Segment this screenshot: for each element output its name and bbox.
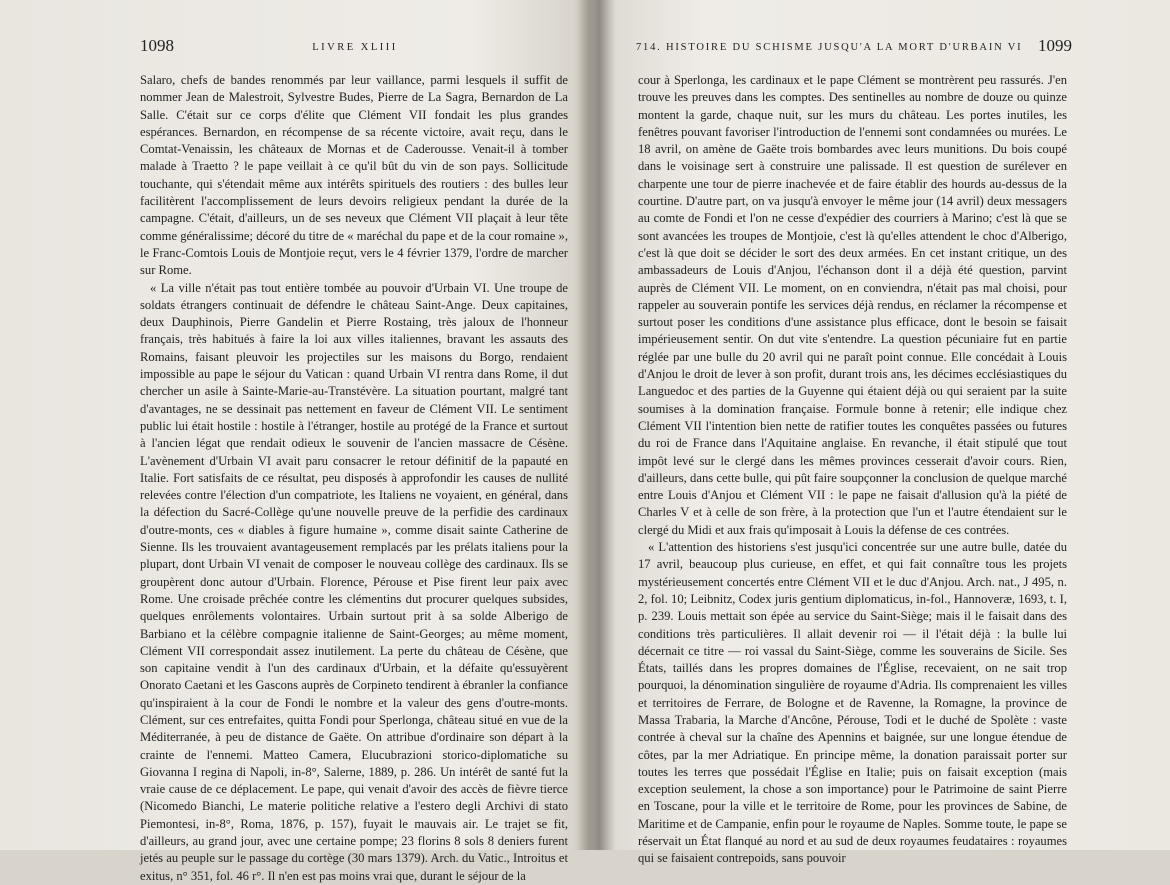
- left-paragraph-2: « La ville n'était pas tout entière tombée au pouvoir d'Urbain VI. Une troupe de soldats étrangers continuait de défendre le château Saint-Ange. Deux capitaines, deux Dauphinois, Pierre Gandelin et Pierre Rostaing, très jaloux de l'honneur français, très habitués à faire la loi aux villes italiennes, bravant les assauts des Romains, faisant pleuvoir les projectiles sur les maisons du Borgo, rendaient impossible au pape le séjour du Vatican : quand Urbain VI rentra dans Rome, il dut chercher un asile à Sainte-Marie-au-Transtévère. La situation pourtant, malgré tant d'avantages, ne se dessinait pas nettement en faveur de Clément VII. Le sentiment public lui était hostile : hostile à l'étranger, hostile au protégé de la France et surtout à l'ancien légat que rendait odieux le souvenir de l'ancien massacre de Césène. L'avènement d'Urbain VI avait paru consacrer le retour définitif de la papauté en Italie. Fort satisfaits de ce résultat, peu disposés à approfondir les causes de nullité relevées contre l'élection d'un compatriote, les Italiens ne voyaient, en général, dans la défection du Sacré-Collège qu'une nouvelle preuve de la perfidie des cardinaux d'outre-monts, ces « diables à figure humaine », comme disait sainte Catherine de Sienne. Ils les trouvaient avantageusement remplacés par les prélats italiens pour la plupart, dont Urbain VI venait de composer le nouveau collège des cardinaux. Ils se groupèrent donc autour d'Urbain. Florence, Pérouse et Pise firent leur paix avec Rome. Une croisade prêchée contre les clémentins dut procurer quelques subsides, quelques enrôlements volontaires. Urbain surtout prit à sa solde Alberigo de Barbiano et la célèbre compagnie italienne de Saint-Georges; au même moment, Clément VII correspondait assez inutilement. La perte du château de Césène, que son capitaine vendit à l'un des cardinaux d'Urbain, et la défaite qu'essuyèrent Onorato Caetani et les Gascons auprès de Corpineto tendirent à ébranler la confiance qu'inspiraient à la cour de Fondi le nombre et la valeur des gens d'outre-monts. Clément, sur ces entrefaites, quitta Fondi pour Sperlonga, château situé en vue de la Méditerranée, à peu de distance de Gaëte. On attribue d'ordinaire son départ à la crainte de l'ennemi. Matteo Camera, Elucubrazioni storico-diplomatiche su Giovanna I regina di Napoli, in-8°, Salerne, 1889, p. 286. Un intérêt de santé fut la vraie cause de ce déplacement. Le pape, qui venait d'avoir des accès de fièvre tierce (Nicomedo Bianchi, Le materie politiche relative a l'estero degli Archivi di stato Piemontesi, in-8°, Roma, 1876, p. 157), fuyait le mauvais air. Le trajet se fit, d'ailleurs, au grand jour, avec une certaine pompe; 23 florins 8 sols 8 deniers furent jetés au peuple sur le passage du cortège (30 mars 1379). Arch. du Vatic., Introitus et exitus, n° 351, fol. 46 r°. Il n'en est pas moins vrai que, durant le séjour de la: [140, 280, 569, 883]
- left-page-body: [140, 72, 568, 885]
- right-page-body: [638, 72, 1067, 868]
- right-running-head: 714. HISTOIRE DU SCHISME JUSQU'A LA MORT D'URBAIN VI: [636, 42, 1023, 53]
- left-page-number: 1098: [140, 36, 174, 55]
- right-paragraph-1: cour à Sperlonga, les cardinaux et le pape Clément se montrèrent peu rassurés. J'en trouve les preuves dans les comptes. Des sentinelles au nombre de douze ou quinze montent la garde, chaque nuit, sur les murs du château. Les portes inutiles, les fenêtres pouvant favoriser l'introduction de l'ennemi sont condamnées ou murées. Le 18 avril, on amène de Gaëte trois bombardes avec leurs munitions. Du bois coupé dans le voisinage sert à construire une palissade. Il est question de surélever en charpente une tour de pierre inachevée et de faire établir des hourds au-dessus de la courtine. D'autre part, on va jusqu'à envoyer le même jour (14 avril) deux messagers au comte de Fondi et l'on ne cesse d'expédier des courriers à Marino; c'est là que se sont avancées les troupes de Montjoie, c'est là qu'elles attendent le choc d'Alberigo, c'est là que doit se décider le sort des deux armées. En cet instant critique, un des ambassadeurs de Louis d'Anjou, l'échanson dont il a déjà été question, parvint auprès de Clément VII. Le moment, on en conviendra, n'était pas mal choisi, pour rappeler au souverain pontife les services déjà rendus, en réclamer la récompense et surtout poser les conditions d'une assistance plus efficace, dont le besoin se faisait impérieusement sentir. On dut vite s'entendre. La question pécuniaire fut en partie réglée par une bulle du 20 avril qui ne paraît point connue. Elle concédait à Louis d'Anjou le droit de lever à son profit, durant trois ans, les décimes ecclésiastiques du Languedoc et des parties de la Guyenne qui étaient déjà ou qui seraient par la suite soumises à la domination française. Formule bonne à retenir; elle indique chez Clément VII l'intention bien nette de ratifier toutes les conquêtes passées ou futures du roi de France dans l'Aquitaine anglaise. En revanche, il était stipulé que tout impôt levé sur le clergé dans les mêmes provinces cesserait d'avoir cours. Rien, d'ailleurs, dans cette bulle, qui pût faire soupçonner la conclusion de quelque marché entre Louis d'Anjou et Clément VII : le pape ne faisait d'allusion qu'à la piété de Charles V et à celle de son frère, à la protection que l'un et l'autre étendaient sur le clergé du Midi et aux frais qu'imposait à Louis la défense de ces contrées.: [638, 73, 1067, 537]
- right-page-number: 1099: [1038, 36, 1072, 55]
- right-page: [596, 0, 1170, 866]
- left-paragraph-1: Salaro, chefs de bandes renommés par leur vaillance, parmi lesquels il suffit de nommer Jean de Malestroit, Sylvestre Budes, Pierre de La Sagra, Bernardon de La Salle. C'était sur ce corps d'élite que Clément VII fondait les plus grandes espérances. Bernardon, en récompense de sa récente victoire, avait reçu, dans le Comtat-Venaissin, les châteaux de Mornas et de Caderousse. Venait-il à tomber malade à Traetto ? le pape veillait à ce qu'il bût du vin de son pays. Sollicitude touchante, qui s'étendait même aux intérêts spirituels des routiers : des bulles leur facilitèrent l'accomplissement de leurs devoirs religieux pendant la durée de la campagne. C'était, d'ailleurs, un de ses neveux que Clément VII plaçait à leur tête comme généralissime; décoré du titre de « maréchal du pape et de la cour romaine », le Franc-Comtois Louis de Montjoie reçut, vers le 4 février 1379, l'ordre de marcher sur Rome.: [140, 73, 568, 278]
- left-running-head: LIVRE XLIII: [312, 42, 398, 53]
- right-paragraph-2: « L'attention des historiens s'est jusqu'ici concentrée sur une autre bulle, datée du 17 avril, beaucoup plus curieuse, en effet, et qui fait connaître tous les projets mystérieusement concertés entre Clément VII et le duc d'Anjou. Arch. nat., J 495, n. 2, fol. 10; Leibnitz, Codex juris gentium diplomaticus, in-fol., Hannoveræ, 1693, t. I, p. 239. Louis mettait son épée au service du Saint-Siège; mais il le faisait dans des conditions très particulières. Il allait devenir roi — il l'était déjà : la bulle lui décernait ce titre — roi vassal du Saint-Siège, comme les souverains de Sicile. Ses États, taillés dans les propres domaines de l'Église, recevaient, on ne sait trop pourquoi, la dénomination singulière de royaume d'Adria. Ils comprenaient les villes et territoires de Ferrare, de Bologne et de Ravenne, la Romagne, la province de Massa Trabaria, la Marche d'Ancône, Pérouse, Todi et le duché de Spolète : vaste contrée à cheval sur la chaîne des Apennins et baignée, sur une longue étendue de côtes, par la mer Adriatique. En principe même, la donation paraissait porter sur toutes les terres que possédait l'Église en Italie; puis on faisait exception (mais exception seulement, la chose a son importance) pour le Patrimoine de saint Pierre en Toscane, pour la ville et le territoire de Rome, pour les provinces de Sabine, de Maritime et de Campanie, enfin pour le royaume de Naples. Somme toute, le pape se réservait un État flanqué au nord et au sud de deux royaumes feudataires : royaumes qui se faisaient contrepoids, sans pouvoir: [638, 540, 1067, 866]
